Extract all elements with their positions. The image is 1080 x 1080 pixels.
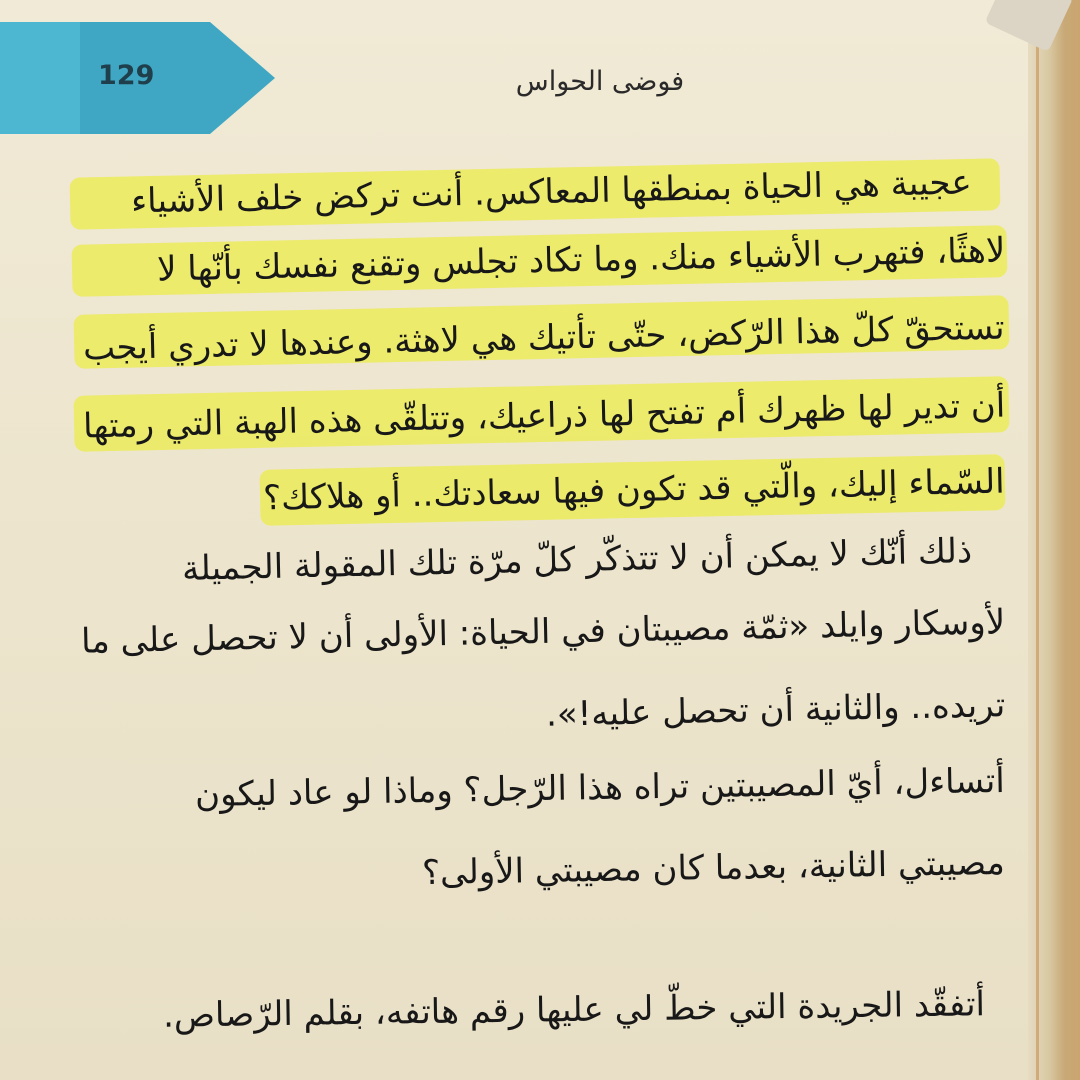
text-line: مصيبتي الثانية، بعدما كان مصيبتي الأولى؟	[421, 842, 1006, 894]
text-line: السّماء إليك، والّتي قد تكون فيها سعادتك.. أو هلاكك؟	[263, 461, 1006, 519]
text-line: تستحقّ كلّ هذا الرّكض، حتّى تأتيك هي لاهثة. وعندها لا تدري أيجب	[83, 307, 1006, 369]
text-line: عجيبة هي الحياة بمنطقها المعاكس. أنت تركض خلف الأشياء	[130, 162, 973, 222]
book-spine-edge	[1028, 0, 1080, 1080]
running-title: فوضى الحواس	[515, 66, 685, 97]
text-line: لاهثًا، فتهرب الأشياء منك. وما تكاد تجلس وتقنع نفسك بأنّها لا	[156, 230, 1006, 290]
page-number: 129	[98, 60, 155, 91]
text-line: أن تدير لها ظهرك أم تفتح لها ذراعيك، وتتلقّى هذه الهبة التي رمتها	[82, 385, 1006, 447]
text-line: أتساءل، أيّ المصيبتين تراه هذا الرّجل؟ وماذا لو عاد ليكون	[194, 760, 1006, 816]
text-line: لأوسكار وايلد «ثمّة مصيبتان في الحياة: الأولى أن لا تحصل على ما	[80, 602, 1006, 662]
bookmark-tab-shade	[0, 22, 80, 134]
text-line: ذلك أنّك لا يمكن أن لا تتذكّر كلّ مرّة تلك المقولة الجميلة	[181, 531, 973, 589]
text-line: أتفقّد الجريدة التي خطّ لي عليها رقم هاتفه، بقلم الرّصاص.	[162, 984, 986, 1036]
text-line: تريده.. والثانية أن تحصل عليه!».	[545, 685, 1006, 735]
